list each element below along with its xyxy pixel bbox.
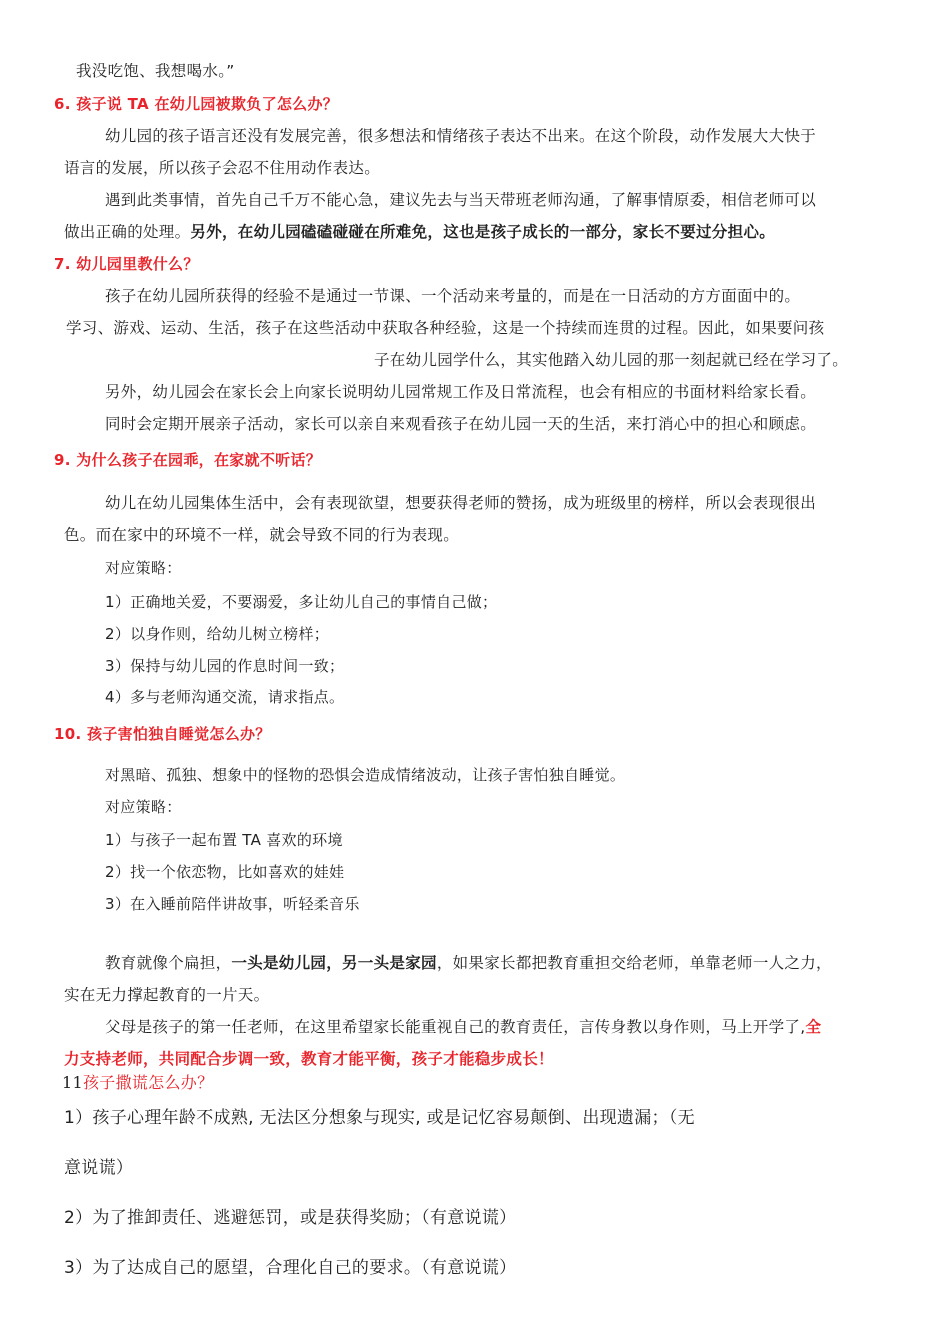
paragraph-line	[105, 952, 832, 974]
red-emphasis: 全	[805, 1018, 822, 1036]
strategy-label: 对应策略：	[105, 798, 182, 816]
paragraph-line	[64, 221, 775, 243]
plain-text: 做出正确的处理。	[64, 223, 191, 241]
heading-text: 孩子撒谎怎么办？	[82, 1073, 214, 1092]
list-item: 3）为了达成自己的愿望，合理化自己的要求。（有意说谎）	[64, 1258, 517, 1278]
section-heading-7: 7. 幼儿园里教什么？	[54, 255, 199, 273]
plain-text: ，如果家长都把教育重担交给老师，单靠老师一人之力，	[436, 954, 832, 972]
paragraph-line: 幼儿在幼儿园集体生活中，会有表现欲望，想要获得老师的赞扬，成为班级里的榜样，所以会表现很出	[105, 494, 817, 512]
list-item: 2）为了推卸责任、逃避惩罚，或是获得奖励；（有意说谎）	[64, 1208, 517, 1228]
paragraph-line: 遇到此类事情，首先自己千万不能心急，建议先去与当天带班老师沟通，了解事情原委，相信老师可以	[105, 191, 817, 209]
bold-emphasis: 另外，在幼儿园磕磕碰碰在所难免，这也是孩子成长的一部分，家长不要过分担心。	[190, 223, 776, 241]
paragraph-line: 同时会定期开展亲子活动，家长可以亲自来观看孩子在幼儿园一天的生活，来打消心中的担心和顾虑。	[105, 415, 817, 433]
paragraph-line: 我没吃饱、我想喝水。”	[76, 62, 235, 80]
list-item: 2）以身作则，给幼儿树立榜样；	[105, 625, 330, 643]
list-item: 1）正确地关爱，不要溺爱，多让幼儿自己的事情自己做；	[105, 593, 498, 611]
paragraph-line: 语言的发展，所以孩子会忍不住用动作表达。	[64, 159, 381, 177]
list-item: 4）多与老师沟通交流，请求指点。	[105, 688, 345, 706]
paragraph-line: 学习、游戏、运动、生活，孩子在这些活动中获取各种经验，这是一个持续而连贯的过程。因此，如果要问孩	[66, 319, 825, 337]
list-item-continued: 意说谎）	[64, 1158, 134, 1178]
list-item: 3）在入睡前陪伴讲故事，听轻柔音乐	[105, 895, 360, 913]
paragraph-line	[105, 1016, 821, 1038]
section-heading-9: 9. 为什么孩子在园乖，在家就不听话？	[54, 451, 322, 469]
strategy-label: 对应策略：	[105, 559, 182, 577]
list-item: 2）找一个依恋物，比如喜欢的娃娃	[105, 863, 345, 881]
section-heading-11	[62, 1072, 213, 1094]
heading-number: 11	[62, 1073, 83, 1092]
section-heading-10: 10. 孩子害怕独自睡觉怎么办？	[54, 725, 271, 743]
plain-text: 父母是孩子的第一任老师，在这里希望家长能重视自己的教育责任，言传身教以身作则，马上开学了,	[105, 1018, 806, 1036]
list-item: 1）孩子心理年龄不成熟, 无法区分想象与现实, 或是记忆容易颠倒、出现遗漏；（无	[64, 1108, 695, 1128]
list-item: 3）保持与幼儿园的作息时间一致；	[105, 657, 345, 675]
paragraph-line: 色。而在家中的环境不一样，就会导致不同的行为表现。	[64, 526, 460, 544]
section-heading-6: 6. 孩子说 TA 在幼儿园被欺负了怎么办？	[54, 95, 339, 113]
red-emphasis-line: 力支持老师，共同配合步调一致，教育才能平衡，孩子才能稳步成长！	[64, 1050, 554, 1068]
paragraph-line: 孩子在幼儿园所获得的经验不是通过一节课、一个活动来考量的，而是在一日活动的方方面面中的。	[105, 287, 801, 305]
paragraph-line: 对黑暗、孤独、想象中的怪物的恐惧会造成情绪波动，让孩子害怕独自睡觉。	[105, 766, 626, 784]
bold-emphasis: 一头是幼儿园，另一头是家园	[231, 954, 437, 972]
plain-text: 教育就像个扁担，	[105, 954, 232, 972]
paragraph-line: 实在无力撑起教育的一片天。	[64, 986, 270, 1004]
list-item: 1）与孩子一起布置 TA 喜欢的环境	[105, 831, 343, 849]
paragraph-line: 子在幼儿园学什么，其实他踏入幼儿园的那一刻起就已经在学习了。	[374, 351, 849, 369]
paragraph-line: 另外，幼儿园会在家长会上向家长说明幼儿园常规工作及日常流程，也会有相应的书面材料给家长看。	[105, 383, 817, 401]
paragraph-line: 幼儿园的孩子语言还没有发展完善，很多想法和情绪孩子表达不出来。在这个阶段，动作发展大大快于	[105, 127, 817, 145]
